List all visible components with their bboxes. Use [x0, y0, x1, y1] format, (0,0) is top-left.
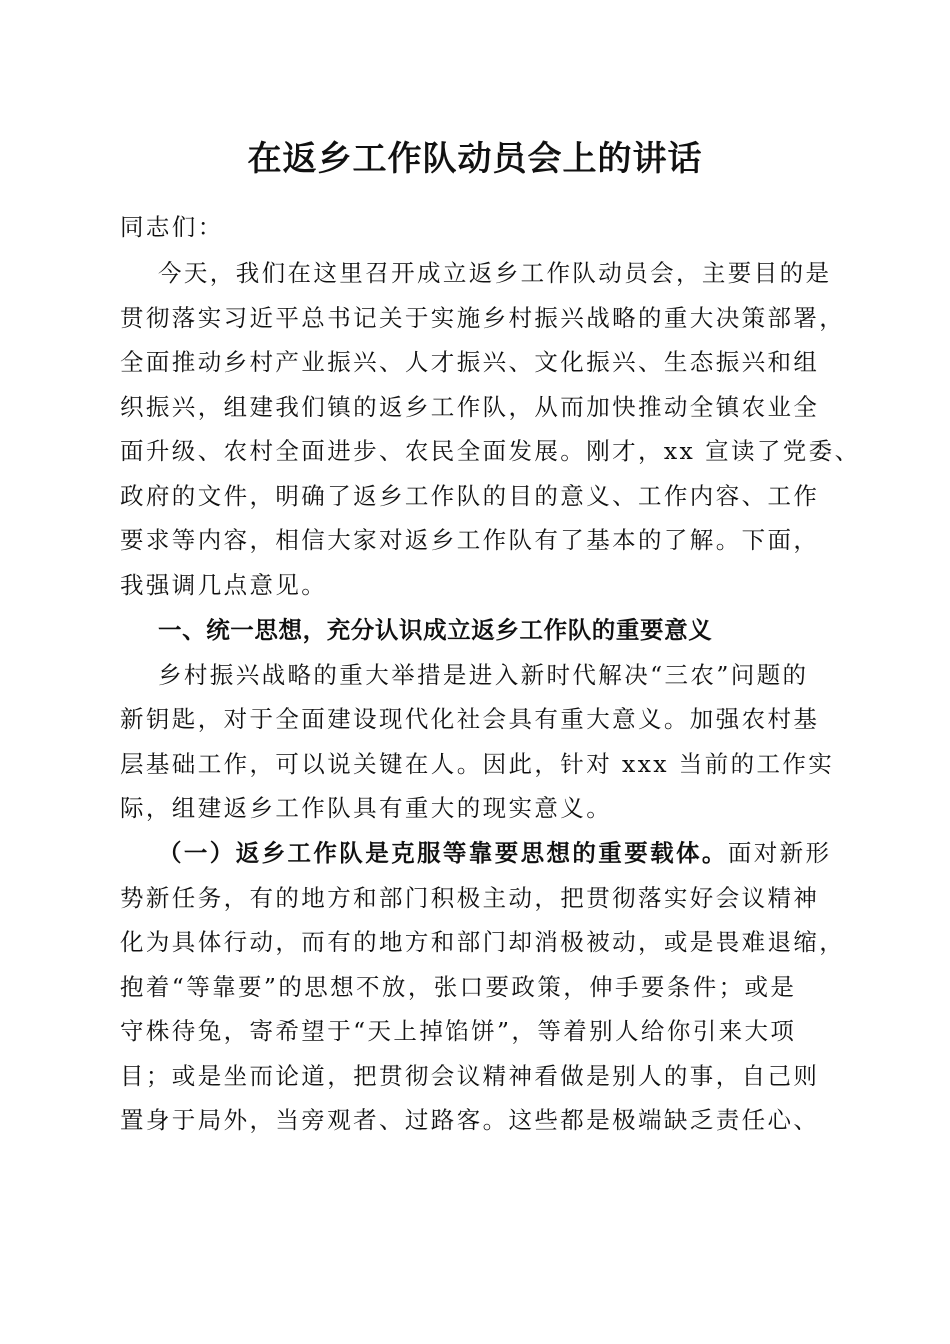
subsection-line — [158, 833, 831, 873]
subsection-text: 面对新形 — [727, 839, 832, 867]
section-heading: 一、统一思想，充分认识成立返乡工作队的重要意义 — [158, 616, 713, 644]
paragraph-line: 政府的文件，明确了返乡工作队的目的意义、工作内容、工作 — [120, 482, 820, 510]
paragraph-line: 全面推动乡村产业振兴、人才振兴、文化振兴、生态振兴和组 — [120, 348, 820, 376]
paragraph-line: 置身于局外，当旁观者、过路客。这些都是极端缺乏责任心、 — [120, 1106, 820, 1134]
paragraph-line: 守株待兔，寄希望于“天上掉馅饼”，等着别人给你引来大项 — [120, 1017, 797, 1045]
paragraph-line: 面升级、农村全面进步、农民全面发展。刚才，xx 宣读了党委、 — [120, 437, 861, 465]
paragraph-line: 新钥匙，对于全面建设现代化社会具有重大意义。加强农村基 — [120, 705, 820, 733]
paragraph-line: 贯彻落实习近平总书记关于实施乡村振兴战略的重大决策部署， — [120, 304, 846, 332]
paragraph-line: 乡村振兴战略的重大举措是进入新时代解决“三农”问题的 — [158, 661, 809, 689]
document-title: 在返乡工作队动员会上的讲话 — [247, 139, 703, 179]
paragraph-line: 势新任务，有的地方和部门积极主动，把贯彻落实好会议精神 — [120, 884, 820, 912]
paragraph-line: 层基础工作，可以说关键在人。因此，针对 xxx 当前的工作实 — [120, 750, 835, 778]
subsection-heading: （一）返乡工作队是克服等靠要思想的重要载体。 — [158, 839, 728, 867]
paragraph-line: 要求等内容，相信大家对返乡工作队有了基本的了解。下面， — [120, 526, 820, 554]
paragraph-line: 抱着“等靠要”的思想不放，张口要政策，伸手要条件；或是 — [120, 973, 797, 1001]
paragraph-line: 今天，我们在这里召开成立返乡工作队动员会，主要目的是 — [158, 259, 832, 287]
salutation: 同志们： — [120, 213, 224, 241]
paragraph-line: 我强调几点意见。 — [120, 571, 328, 599]
paragraph-line: 织振兴，组建我们镇的返乡工作队，从而加快推动全镇农业全 — [120, 393, 820, 421]
paragraph-line: 目；或是坐而论道，把贯彻会议精神看做是别人的事，自己则 — [120, 1062, 820, 1090]
paragraph-line: 化为具体行动，而有的地方和部门却消极被动，或是畏难退缩， — [120, 928, 846, 956]
paragraph-line: 际，组建返乡工作队具有重大的现实意义。 — [120, 794, 613, 822]
